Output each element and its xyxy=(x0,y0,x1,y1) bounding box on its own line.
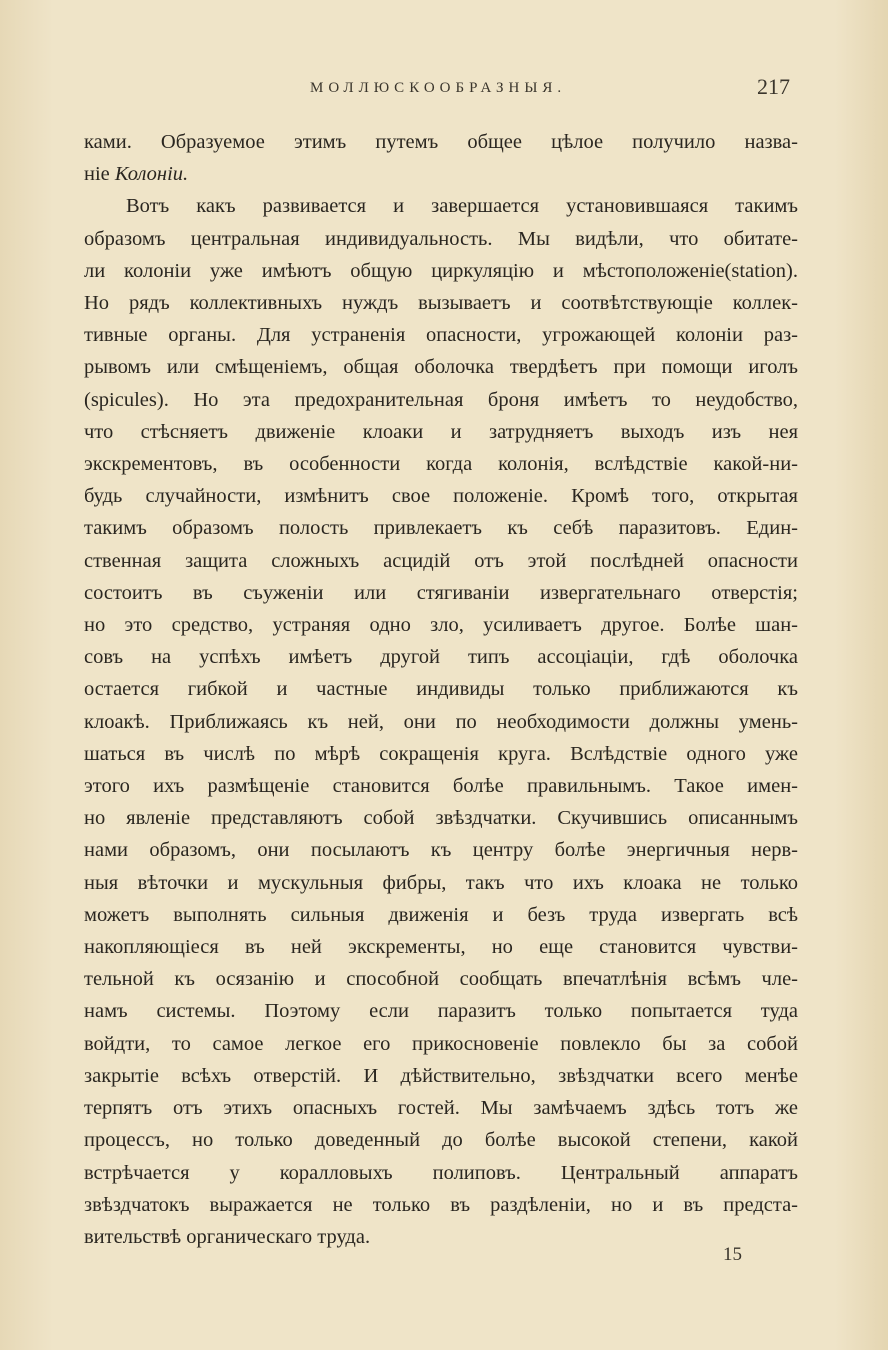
text-line: такимъ образомъ полость привлекаетъ къ себѣ паразитовъ. Един- xyxy=(84,517,798,540)
text-line xyxy=(84,158,798,190)
text-line: нами образомъ, они посылаютъ къ центру болѣе энергичныя нерв- xyxy=(84,839,798,862)
text-line: вительствѣ органическаго труда. xyxy=(84,1225,371,1248)
text-line: тельной къ осязанію и способной сообщать впечатлѣнія всѣмъ чле- xyxy=(84,968,798,991)
text-line: процессъ, но только доведенный до болѣе высокой степени, какой xyxy=(84,1129,798,1152)
text-line: (spicules). Но эта предохранительная броня имѣетъ то неудобство, xyxy=(84,388,798,411)
text-line: тивные органы. Для устраненія опасности, угрожающей колоніи раз- xyxy=(84,324,798,347)
text-line: ственная защита сложныхъ асцидій отъ этой послѣдней опасности xyxy=(84,549,798,572)
text-line: звѣздчатокъ выражается не только въ раздѣленіи, но и въ предста- xyxy=(84,1193,798,1216)
text-line: закрытіе всѣхъ отверстій. И дѣйствительно, звѣздчатки всего менѣе xyxy=(84,1064,798,1087)
text-line: но явленіе представляютъ собой звѣздчатки. Скучившись описаннымъ xyxy=(84,807,798,830)
text-line: что стѣсняетъ движеніе клоаки и затрудняетъ выходъ изъ нея xyxy=(84,420,798,443)
text-line: ками. Образуемое этимъ путемъ общее цѣлое получило назва- xyxy=(84,131,798,153)
text-line: ныя вѣточки и мускульныя фибры, такъ что ихъ клоака не только xyxy=(84,871,798,894)
text-line: Вотъ какъ развивается и завершается установившаяся такимъ xyxy=(126,195,798,218)
italic-term: Колоніи. xyxy=(114,163,189,186)
text-line: но это средство, устраняя одно зло, усиливаетъ другое. Болѣе шан- xyxy=(84,614,798,637)
running-title: МОЛЛЮСКООБРАЗНЫЯ. xyxy=(310,80,567,96)
text-line: намъ системы. Поэтому если паразитъ только попытается туда xyxy=(84,1000,798,1023)
text-line: клоакѣ. Приближаясь къ ней, они по необходимости должны умень- xyxy=(84,710,798,733)
text-line: можетъ выполнять сильныя движенія и безъ труда извергать всѣ xyxy=(84,903,798,926)
text-line: ли колоніи уже имѣютъ общую циркуляцію и мѣстоположеніе(station). xyxy=(84,259,798,282)
text-line: накопляющіеся въ ней экскременты, но еще становится чувстви- xyxy=(84,936,798,959)
text-line: состоитъ въ съуженіи или стягиваніи извергательнаго отверстія; xyxy=(84,581,798,604)
text-fragment: ніе xyxy=(84,163,115,186)
text-line: экскрементовъ, въ особенности когда колонія, вслѣдствіе какой-ни- xyxy=(84,453,798,476)
text-line: Но рядъ коллективныхъ нуждъ вызываетъ и соотвѣтствующіе коллек- xyxy=(84,292,798,315)
text-line: шаться въ числѣ по мѣрѣ сокращенія круга. Вслѣдствіе одного уже xyxy=(84,742,798,765)
page-number: 217 xyxy=(757,74,790,99)
text-line: будь случайности, измѣнитъ свое положеніе. Кромѣ того, открытая xyxy=(84,485,798,508)
text-line: совъ на успѣхъ имѣетъ другой типъ ассоціаціи, гдѣ оболочка xyxy=(84,646,798,669)
text-line: образомъ центральная индивидуальность. Мы видѣли, что обитате- xyxy=(84,227,798,250)
text-line: этого ихъ размѣщеніе становится болѣе правильнымъ. Такое имен- xyxy=(84,775,798,798)
signature-mark: 15 xyxy=(723,1244,742,1265)
text-line: войдти, то самое легкое его прикосновеніе повлекло бы за собой xyxy=(84,1032,798,1055)
text-line: остается гибкой и частные индивиды только приближаются къ xyxy=(84,678,798,701)
text-line: рывомъ или смѣщеніемъ, общая оболочка твердѣетъ при помощи иголъ xyxy=(84,356,798,379)
text-line: встрѣчается у коралловыхъ полиповъ. Центральный аппаратъ xyxy=(84,1161,798,1184)
text-line: терпятъ отъ этихъ опасныхъ гостей. Мы замѣчаемъ здѣсь тотъ же xyxy=(84,1097,798,1120)
body-text xyxy=(84,126,798,1253)
